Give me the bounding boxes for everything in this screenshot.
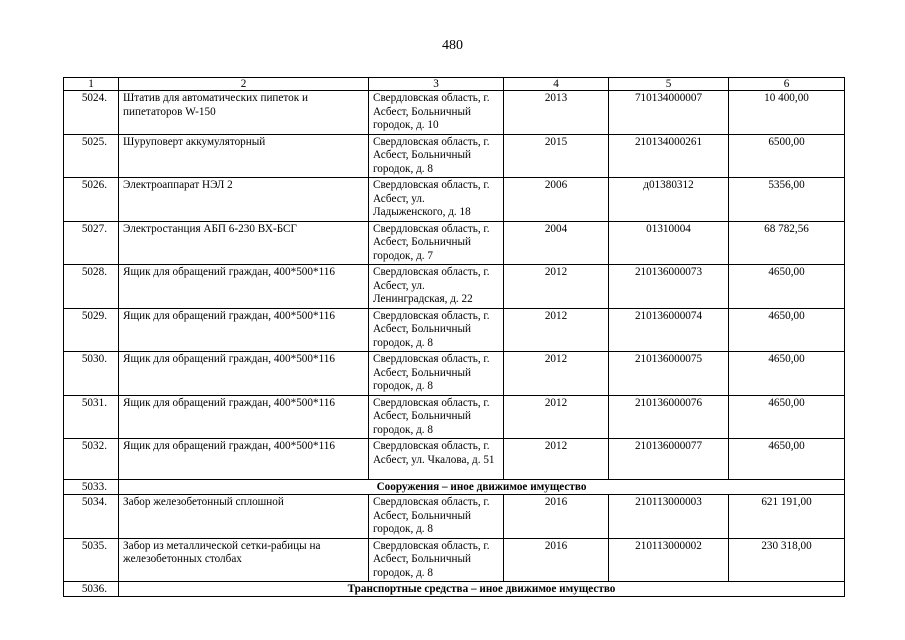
column-number-header: 5 [609, 78, 729, 91]
item-name: Электроаппарат НЭЛ 2 [119, 178, 369, 222]
item-address: Свердловская область, г. Асбест, Больничный городок, д. 8 [369, 538, 504, 582]
item-inventory-number: 210113000003 [609, 495, 729, 539]
item-address: Свердловская область, г. Асбест, Больничный городок, д. 8 [369, 134, 504, 178]
item-inventory-number: 210113000002 [609, 538, 729, 582]
item-address: Свердловская область, г. Асбест, ул. Ладыженского, д. 18 [369, 178, 504, 222]
table-row [64, 352, 845, 396]
item-address: Свердловская область, г. Асбест, Больничный городок, д. 8 [369, 352, 504, 396]
row-number: 5030. [64, 352, 119, 396]
row-number: 5028. [64, 265, 119, 309]
item-cost: 4650,00 [729, 395, 845, 439]
table-row [64, 265, 845, 309]
item-year: 2012 [504, 308, 609, 352]
item-cost: 230 318,00 [729, 538, 845, 582]
column-number-row [64, 78, 845, 91]
item-cost: 10 400,00 [729, 91, 845, 135]
page-number: 480 [442, 38, 463, 53]
row-number: 5026. [64, 178, 119, 222]
item-year: 2004 [504, 221, 609, 265]
item-name: Ящик для обращений граждан, 400*500*116 [119, 352, 369, 396]
inventory-table [63, 77, 845, 597]
table-row [64, 178, 845, 222]
table-row [64, 134, 845, 178]
item-inventory-number: д01380312 [609, 178, 729, 222]
item-inventory-number: 01310004 [609, 221, 729, 265]
table-row [64, 91, 845, 135]
row-number: 5036. [64, 582, 119, 597]
item-year: 2013 [504, 91, 609, 135]
item-inventory-number: 210136000073 [609, 265, 729, 309]
section-row [64, 480, 845, 495]
table-row [64, 495, 845, 539]
item-inventory-number: 210136000075 [609, 352, 729, 396]
item-address: Свердловская область, г. Асбест, ул. Чкалова, д. 51 [369, 439, 504, 480]
item-year: 2012 [504, 395, 609, 439]
table-row [64, 538, 845, 582]
item-name: Электростанция АБП 6-230 ВХ-БСГ [119, 221, 369, 265]
item-name: Ящик для обращений граждан, 400*500*116 [119, 439, 369, 480]
item-name: Штатив для автоматических пипеток и пипетаторов W-150 [119, 91, 369, 135]
row-number: 5032. [64, 439, 119, 480]
column-number-header: 6 [729, 78, 845, 91]
row-number: 5024. [64, 91, 119, 135]
column-number-header: 2 [119, 78, 369, 91]
section-row [64, 582, 845, 597]
item-name: Ящик для обращений граждан, 400*500*116 [119, 308, 369, 352]
item-year: 2006 [504, 178, 609, 222]
item-cost: 6500,00 [729, 134, 845, 178]
item-inventory-number: 710134000007 [609, 91, 729, 135]
item-inventory-number: 210136000076 [609, 395, 729, 439]
row-number: 5029. [64, 308, 119, 352]
row-number: 5025. [64, 134, 119, 178]
item-name: Ящик для обращений граждан, 400*500*116 [119, 395, 369, 439]
item-address: Свердловская область, г. Асбест, ул. Ленинградская, д. 22 [369, 265, 504, 309]
item-address: Свердловская область, г. Асбест, Больничный городок, д. 7 [369, 221, 504, 265]
item-year: 2012 [504, 265, 609, 309]
row-number: 5031. [64, 395, 119, 439]
item-cost: 5356,00 [729, 178, 845, 222]
item-inventory-number: 210136000074 [609, 308, 729, 352]
item-cost: 4650,00 [729, 265, 845, 309]
item-cost: 4650,00 [729, 352, 845, 396]
section-title: Сооружения – иное движимое имущество [119, 480, 845, 495]
item-inventory-number: 210134000261 [609, 134, 729, 178]
row-number: 5034. [64, 495, 119, 539]
item-cost: 68 782,56 [729, 221, 845, 265]
item-cost: 4650,00 [729, 439, 845, 480]
item-name: Забор железобетонный сплошной [119, 495, 369, 539]
item-year: 2012 [504, 439, 609, 480]
table-row [64, 395, 845, 439]
item-year: 2012 [504, 352, 609, 396]
item-year: 2016 [504, 495, 609, 539]
section-title: Транспортные средства – иное движимое имущество [119, 582, 845, 597]
table-row [64, 221, 845, 265]
column-number-header: 1 [64, 78, 119, 91]
row-number: 5027. [64, 221, 119, 265]
item-cost: 4650,00 [729, 308, 845, 352]
item-cost: 621 191,00 [729, 495, 845, 539]
row-number: 5033. [64, 480, 119, 495]
column-number-header: 3 [369, 78, 504, 91]
item-year: 2016 [504, 538, 609, 582]
table-row [64, 439, 845, 480]
column-number-header: 4 [504, 78, 609, 91]
item-address: Свердловская область, г. Асбест, Больничный городок, д. 8 [369, 308, 504, 352]
item-inventory-number: 210136000077 [609, 439, 729, 480]
item-name: Забор из металлической сетки-рабицы на железобетонных столбах [119, 538, 369, 582]
table-row [64, 308, 845, 352]
item-name: Шуруповерт аккумуляторный [119, 134, 369, 178]
item-address: Свердловская область, г. Асбест, Больничный городок, д. 10 [369, 91, 504, 135]
item-address: Свердловская область, г. Асбест, Больничный городок, д. 8 [369, 495, 504, 539]
item-year: 2015 [504, 134, 609, 178]
item-name: Ящик для обращений граждан, 400*500*116 [119, 265, 369, 309]
row-number: 5035. [64, 538, 119, 582]
item-address: Свердловская область, г. Асбест, Больничный городок, д. 8 [369, 395, 504, 439]
